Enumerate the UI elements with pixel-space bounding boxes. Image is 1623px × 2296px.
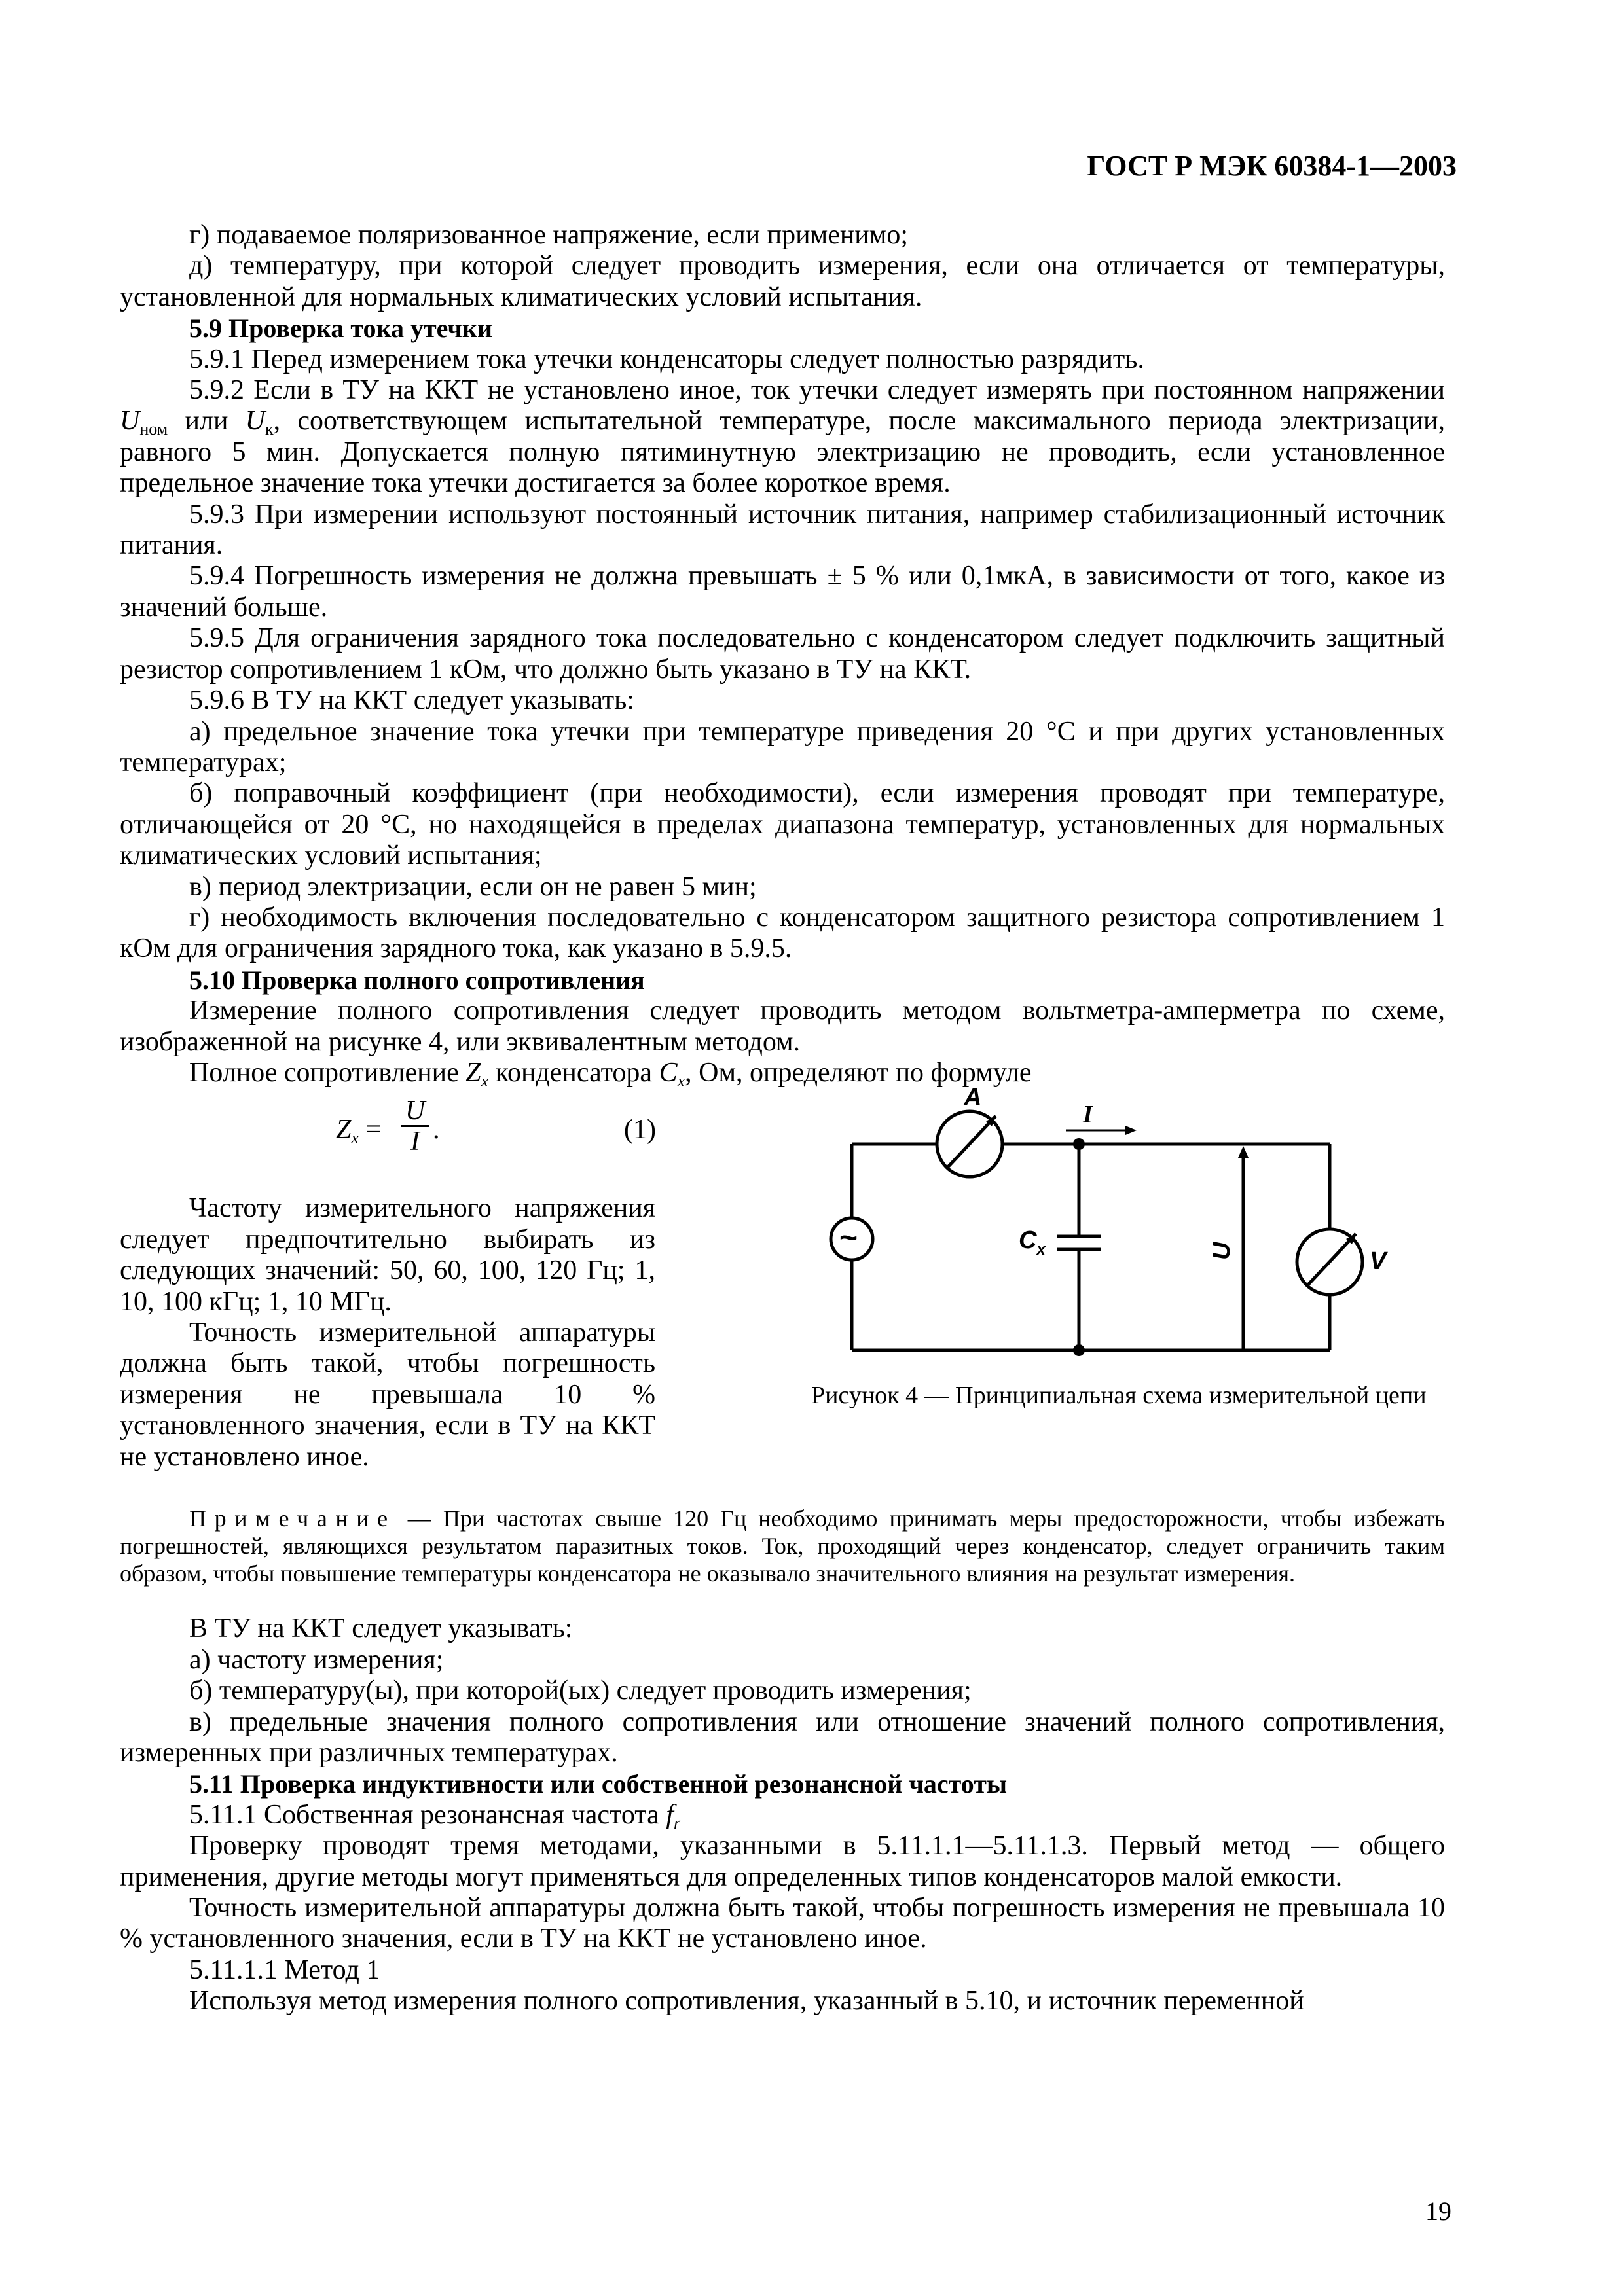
- page-body: [120, 220, 1445, 2017]
- item-5-10-a: а) частоту измерения;: [189, 1644, 444, 1675]
- formula-number: (1): [624, 1115, 656, 1145]
- para-5-11-method-1: Используя метод измерения полного сопротивления, указанный в 5.10, и источник переменной: [189, 1986, 1304, 2017]
- capacitor-label: $C_x$: [1019, 1227, 1046, 1259]
- formula-end: .: [433, 1115, 440, 1145]
- voltage-arrowhead: [1238, 1146, 1249, 1158]
- node-bottom: [1073, 1344, 1085, 1356]
- para-5-9-1: 5.9.1 Перед измерением тока утечки конденсаторы следует полностью разрядить.: [189, 344, 1144, 374]
- item-5-10-b: б) температуру(ы), при которой(ых) следует проводить измерения;: [189, 1676, 972, 1706]
- formula-denominator: I: [410, 1126, 420, 1157]
- item-d-temperature: д) температуру, при которой следует проводить измерения, если она отличается от температуры, установленной для нормальных климатических условий испытания.: [120, 251, 1445, 312]
- para-accuracy: Точность измерительной аппаратуры должна быть такой, чтобы погрешность измерения не превышала 10 % установленного значения, если в ТУ на ККТ не установлено иное.: [120, 1318, 655, 1472]
- note-paragraph: Примечание — При частотах свыше 120 Гц необходимо принимать меры предосторожности, чтобы избежать погрешностей, являющихся результатом паразитных токов. Ток, проходящий через конденсатор, следует ограничить таким образом, чтобы повышение температуры конденсатора не оказывало значительного влияния на результат измерения.: [120, 1505, 1445, 1587]
- para-5-9-3: 5.9.3 При измерении используют постоянный источник питания, например стабилизационный источник питания.: [120, 499, 1445, 561]
- para-5-9-2: 5.9.2 Если в ТУ на ККТ не установлено иное, ток утечки следует измерять при постоянном напряжении $U_{ном}$ или $U_к$, соответствующем испытательной температуре, после максимального периода электризации, равного 5 мин. Допускается полную пятиминутную электризацию не проводить, если установленное предельное значение тока утечки достигается за более короткое время.: [120, 375, 1445, 499]
- voltmeter-arrow: [1307, 1234, 1356, 1286]
- formula-1: [120, 1088, 655, 1193]
- para-5-11-1: 5.11.1 Собственная резонансная частота $f_r$: [189, 1799, 681, 1833]
- section-5-9-title: 5.9 Проверка тока утечки: [189, 314, 493, 344]
- figure-4-caption: Рисунок 4 — Принципиальная схема измерительной цепи: [811, 1382, 1427, 1410]
- document-header: ГОСТ Р МЭК 60384-1—2003: [1087, 150, 1457, 182]
- formula-numerator: U: [401, 1096, 429, 1127]
- para-5-11-methods: Проверку проводят тремя методами, указанными в 5.11.1.1—5.11.1.3. Первый метод — общего применения, другие методы могут применяться для определенных типов конденсаторов малой емкости.: [120, 1831, 1445, 1892]
- formula-fraction: [401, 1096, 429, 1156]
- para-5-10-tu: В ТУ на ККТ следует указывать:: [189, 1613, 573, 1644]
- left-column: [120, 1088, 655, 1473]
- item-5-9-a: а) предельное значение тока утечки при температуре приведения 20 °С и при других установленных температурах;: [120, 716, 1445, 778]
- current-label: I: [1083, 1101, 1093, 1129]
- item-5-9-v: в) период электризации, если он не равен 5 мин;: [189, 871, 757, 902]
- para-5-10-method: Измерение полного сопротивления следует проводить методом вольтметра-амперметра по схеме, изображенной на рисунке 4, или эквивалентным методом.: [120, 996, 1445, 1057]
- page-number: 19: [1425, 2197, 1451, 2226]
- item-5-9-g: г) необходимость включения последовательно с конденсатором защитного резистора сопротивлением 1 кОм для ограничения зарядного тока, как указано в 5.9.5.: [120, 902, 1445, 964]
- voltage-label: U: [1208, 1242, 1235, 1261]
- ammeter-arrow: [947, 1116, 996, 1168]
- current-arrowhead: [1125, 1126, 1137, 1135]
- para-frequency: Частоту измерительного напряжения следует предпочтительно выбирать из следующих значений: 50, 60, 100, 120 Гц; 1, 10, 100 кГц; 1, 10 МГц.: [120, 1193, 655, 1317]
- item-5-9-b: б) поправочный коэффициент (при необходимости), если измерения проводят при температуре, отличающейся от 20 °С, но находящейся в пределах диапазона температур, установленных для нормальных климатических условий испытания;: [120, 778, 1445, 871]
- section-5-10-title: 5.10 Проверка полного сопротивления: [189, 965, 645, 995]
- para-5-11-1-1: 5.11.1.1 Метод 1: [189, 1954, 380, 1985]
- formula-and-figure: [120, 1088, 1445, 1481]
- node-top: [1073, 1138, 1085, 1150]
- formula-lhs: $Z_x$ =: [336, 1115, 382, 1148]
- para-5-11-accuracy: Точность измерительной аппаратуры должна быть такой, чтобы погрешность измерения не превышала 10 % установленного значения, если в ТУ на ККТ не установлено иное.: [120, 1893, 1445, 1954]
- item-g-polarized: г) подаваемое поляризованное напряжение, если применимо;: [189, 220, 909, 250]
- para-5-9-5: 5.9.5 Для ограничения зарядного тока последовательно с конденсатором следует подключить защитный резистор сопротивлением 1 кОм, что должно быть указано в ТУ на ККТ.: [120, 623, 1445, 685]
- ammeter-label: A: [964, 1088, 982, 1112]
- para-5-10-impedance: Полное сопротивление $Z_x$ конденсатора $C_x$, Ом, определяют по формуле: [189, 1057, 1032, 1090]
- circuit-diagram: [796, 1088, 1503, 1376]
- voltmeter-label: V: [1370, 1247, 1387, 1276]
- para-5-9-4: 5.9.4 Погрешность измерения не должна превышать ± 5 % или 0,1мкА, в зависимости от того, какое из значений больше.: [120, 561, 1445, 622]
- item-5-10-v: в) предельные значения полного сопротивления или отношение значений полного сопротивления, измеренных при различных температурах.: [120, 1706, 1445, 1768]
- section-5-11-title: 5.11 Проверка индуктивности или собственной резонансной частоты: [189, 1769, 1008, 1799]
- source-tilde: ~: [839, 1221, 858, 1256]
- para-5-9-6: 5.9.6 В ТУ на ККТ следует указывать:: [189, 685, 634, 716]
